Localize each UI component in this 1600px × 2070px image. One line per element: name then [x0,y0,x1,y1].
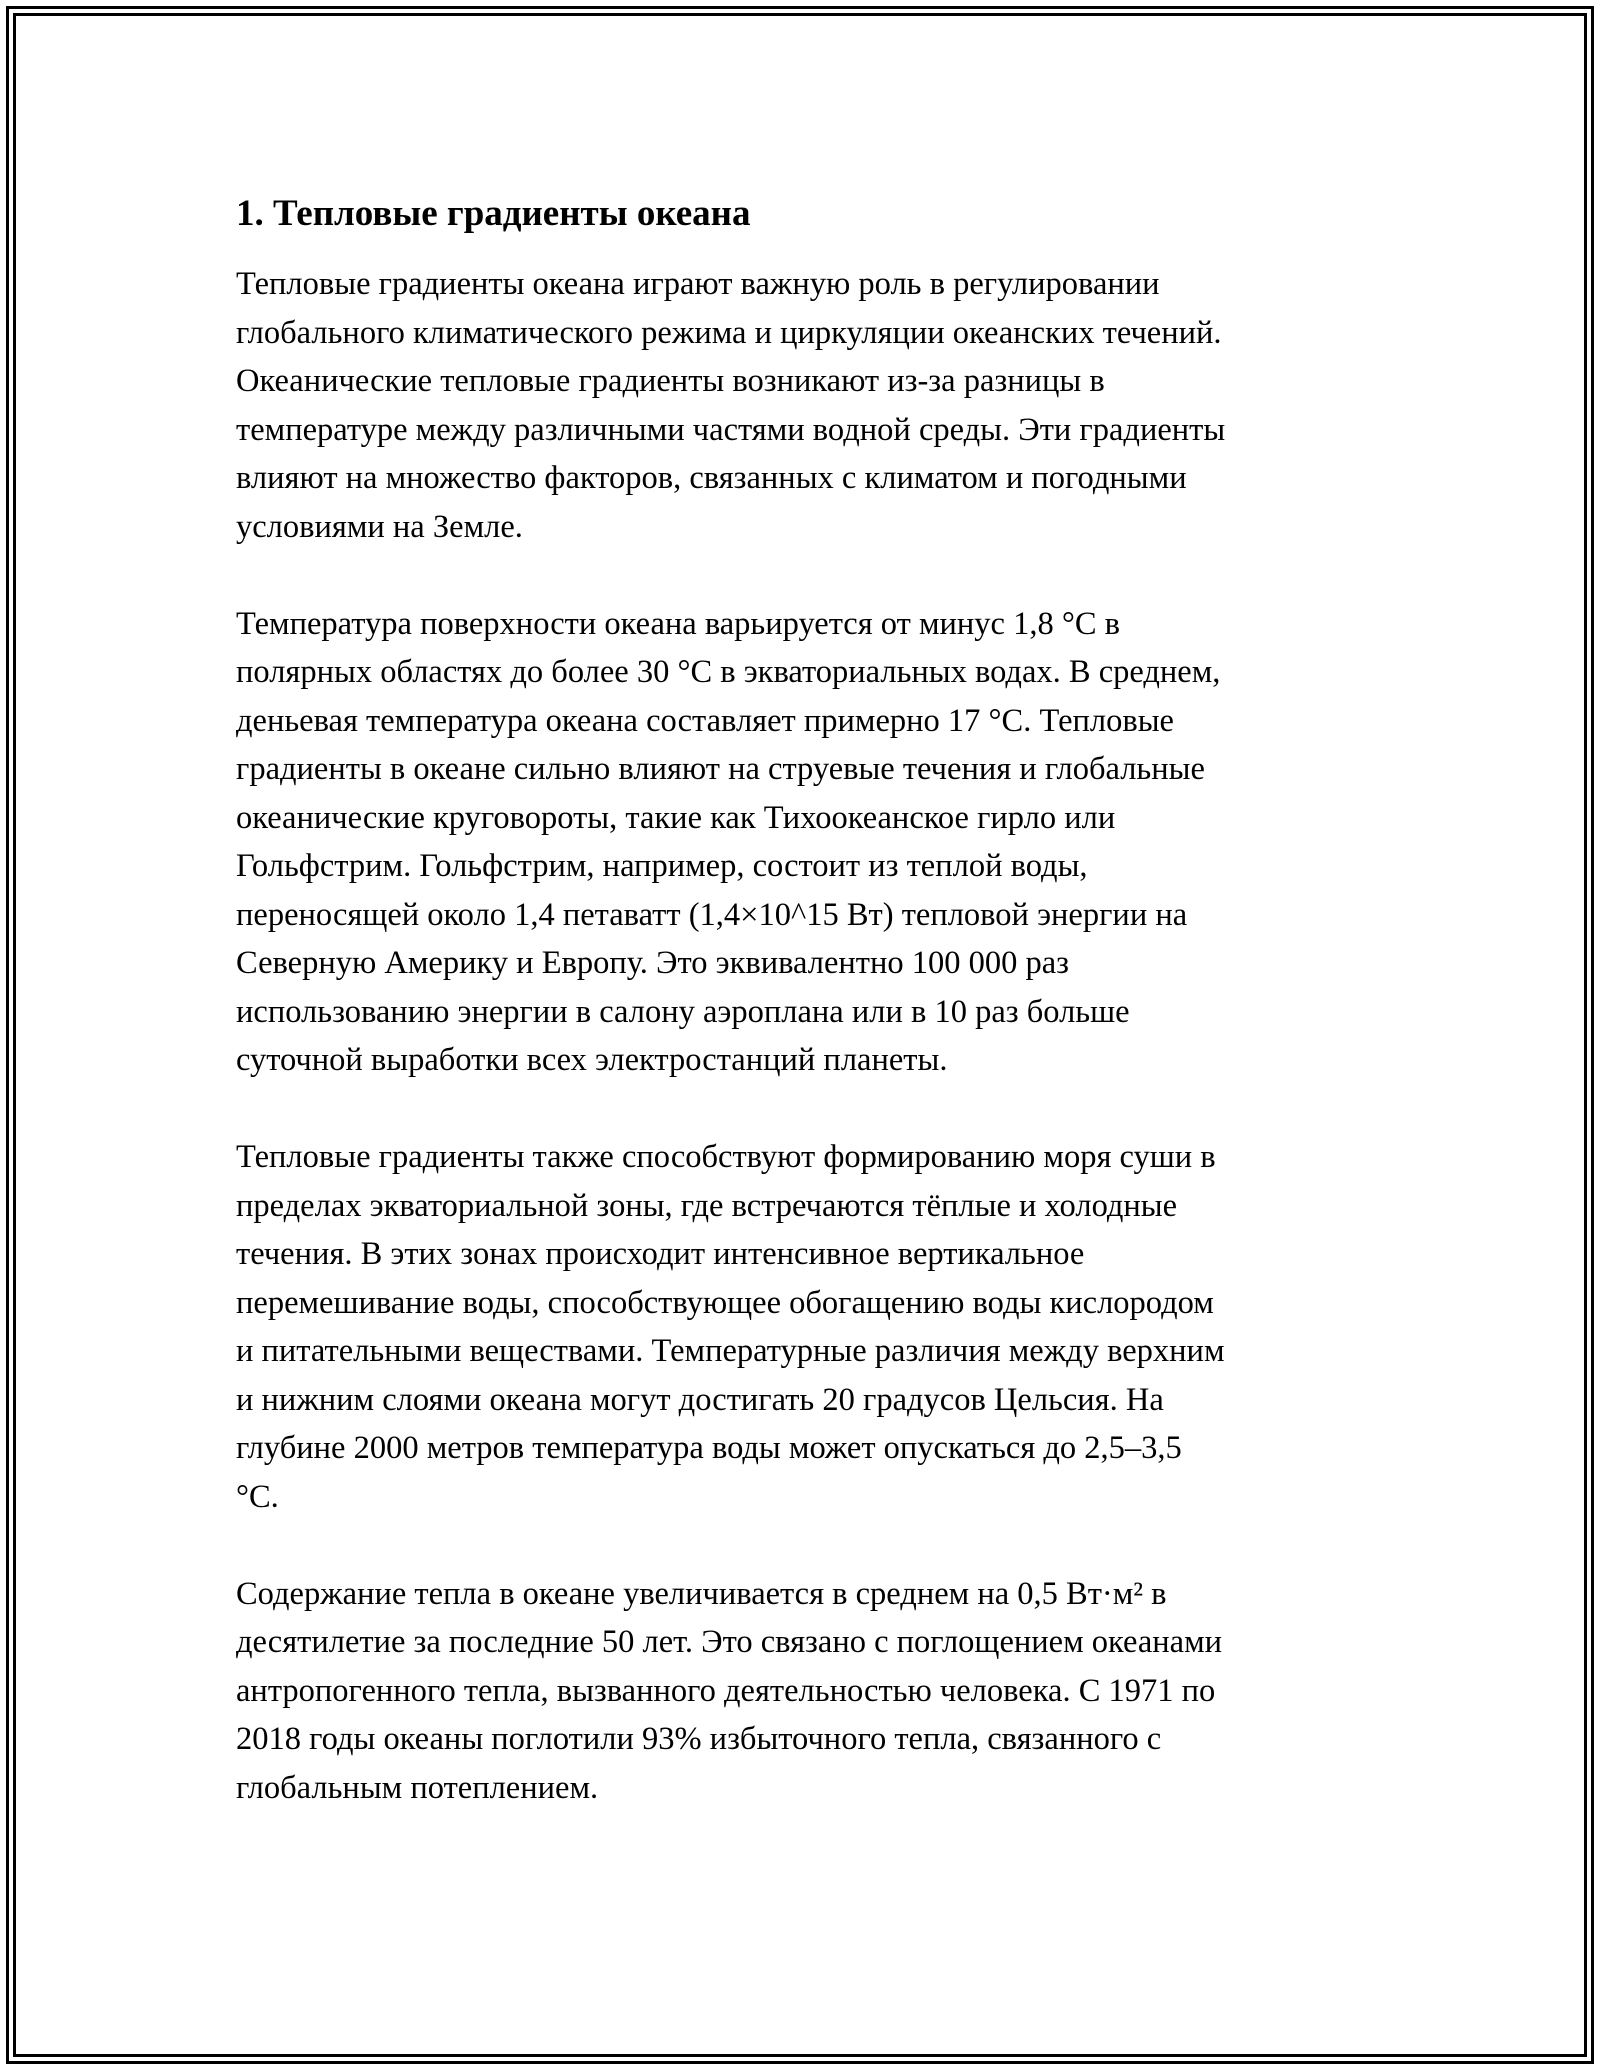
text-line: использованию энергии в салону аэроплана или в 10 раз больше [236,993,1130,1030]
text-line: Тепловые градиенты также способствуют формированию моря суши в [236,1139,1216,1175]
text-line: полярных областях до более 30 °C в экваториальных водах. В среднем, [236,654,1221,690]
text-line: Тепловые градиенты океана играют важную роль в регулировании [236,266,1160,302]
text-line: перемешивание воды, способствующее обогащению воды кислородом [236,1284,1214,1321]
text-line: десятилетие за последние 50 лет. Это связано с поглощением океанами [236,1624,1223,1660]
text-line: 2018 годы океаны поглотили 93% избыточного тепла, связанного с [236,1721,1162,1757]
text-line: Температура поверхности океана варьируется от минус 1,8 °C в [236,605,1120,642]
text-line: Содержание тепла в океане увеличивается в среднем на 0,5 Вт·м² в [236,1575,1167,1612]
text-line: °C. [236,1478,279,1515]
text-line: температуре между различными частями водной среды. Эти градиенты [236,411,1226,448]
paragraph-3 [236,1133,1366,1521]
paragraph-4 [236,1570,1366,1813]
section-heading: 1. Тепловые градиенты океана [236,193,751,234]
text-line: глобального климатического режима и циркуляции океанских течений. [236,314,1222,351]
text-line: глобальным потеплением. [236,1769,599,1806]
document-body [236,188,1366,1861]
text-line: деньевая температура океана составляет примерно 17 °C. Тепловые [236,702,1174,739]
text-line: суточной выработки всех электростанций планеты. [236,1042,948,1078]
text-line: влияют на множество факторов, связанных с климатом и погодными [236,460,1187,496]
paragraph-2 [236,600,1366,1085]
text-line: и питательными веществами. Температурные различия между верхним [236,1333,1225,1369]
text-line: и нижним слоями океана могут достигать 20 градусов Цельсия. На [236,1381,1164,1418]
text-line: Северную Америку и Европу. Это эквивалентно 100 000 раз [236,945,1070,981]
text-line: переносящей около 1,4 петаватт (1,4×10^15 Вт) тепловой энергии на [236,896,1188,933]
text-line: Гольфстрим. Гольфстрим, например, состоит из теплой воды, [236,848,1088,884]
text-line: условиями на Земле. [236,508,523,545]
paragraph-1 [236,260,1366,551]
text-line: пределах экваториальной зоны, где встречаются тёплые и холодные [236,1187,1178,1224]
text-line: антропогенного тепла, вызванного деятельностью человека. С 1971 по [236,1672,1216,1709]
text-line: Океанические тепловые градиенты возникают из-за разницы в [236,363,1105,399]
text-line: глубине 2000 метров температура воды может опускаться до 2,5–3,5 [236,1430,1182,1466]
text-line: градиенты в океане сильно влияют на струевые течения и глобальные [236,751,1205,787]
text-line: течения. В этих зонах происходит интенсивное вертикальное [236,1236,1085,1272]
text-line: океанические круговороты, такие как Тихоокеанское гирло или [236,799,1116,836]
